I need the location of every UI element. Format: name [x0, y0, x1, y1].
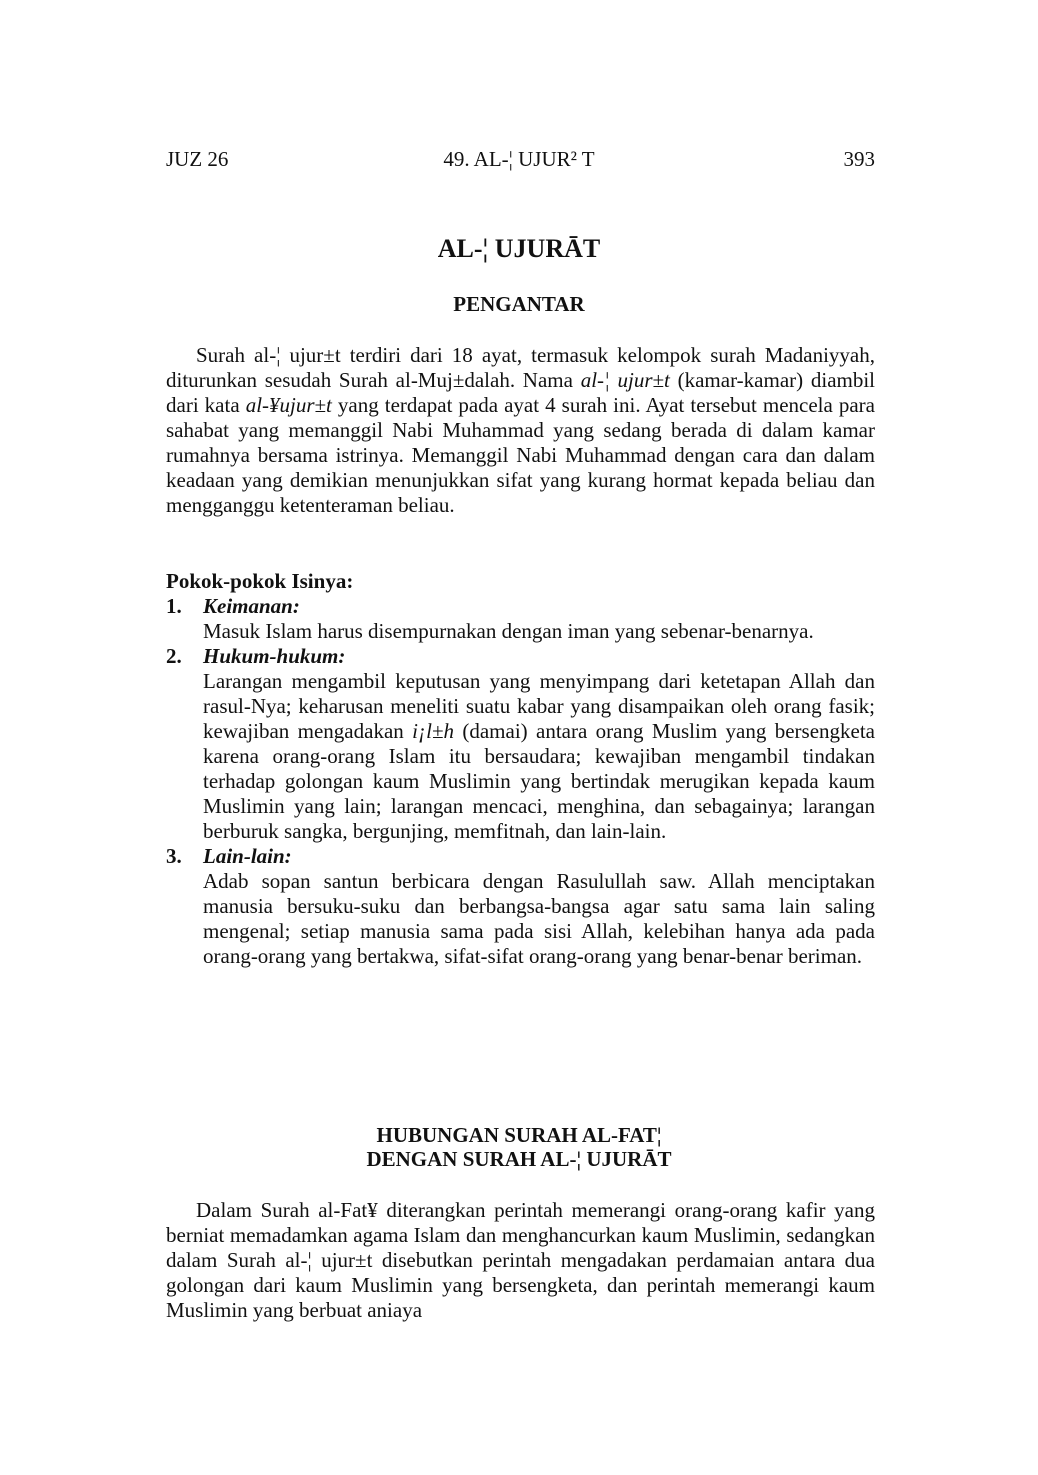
surah-title: AL-¦ UJURĀT	[437, 234, 601, 263]
section-title-hubungan	[0, 1123, 1038, 1171]
intro-term-1: al-¦ ujur±t	[580, 368, 670, 392]
list-number: 2.	[166, 644, 182, 668]
list-item-body: Adab sopan santun berbicara dengan Rasulullah saw. Allah menciptakan manusia bersuku-suku dan berbangsa-bangsa agar satu sama lain saling mengenal; setiap manusia sama pada sisi Allah, kelebihan hanya ada pada orang-orang yang bertakwa, sifat-sifat orang-orang yang benar-benar beriman.	[203, 869, 875, 968]
list-body-term: i¡l±h	[412, 719, 455, 743]
intro-paragraph	[166, 343, 875, 518]
list-item-body	[203, 669, 875, 844]
list-item	[166, 844, 875, 969]
list-item-title: Hukum-hukum:	[203, 644, 346, 668]
running-header-surah: 49. AL-¦ UJUR² T	[443, 147, 595, 171]
list-item-title: Lain-lain:	[203, 844, 292, 868]
section-title-pengantar: PENGANTAR	[453, 292, 585, 316]
list-body-text-b: (damai) antara orang Muslim yang bersengketa karena orang-orang Islam itu bersaudara; kewajiban mengambil tindakan terhadap golongan kaum Muslimin yang bertindak merugikan kepada kaum Muslimin yang lain; larangan mencaci, menghina, dan sebagainya; larangan berburuk sangka, bergunjing, memfitnah, dan lain-lain.	[203, 719, 876, 843]
list-item	[166, 594, 875, 644]
intro-text-1: Surah al-¦ ujur±t terdiri dari 18 ayat, termasuk kelompok surah Madaniyyah, diturunkan sesudah Surah al-Muj±dalah. Nama	[166, 343, 875, 392]
list-item-body: Masuk Islam harus disempurnakan dengan iman yang sebenar-benarnya.	[203, 619, 814, 643]
intro-text-2: (kamar-kamar) diambil dari kata	[166, 368, 876, 417]
list-number: 3.	[166, 844, 182, 868]
intro-term-2: al-¥ujur±t	[245, 393, 332, 417]
pokok-heading: Pokok-pokok Isinya:	[166, 569, 354, 593]
hubungan-heading-line-1: HUBUNGAN SURAH AL-FAT¦	[376, 1123, 662, 1147]
page-number: 393	[843, 147, 875, 171]
hubungan-paragraph: Dalam Surah al-Fat¥ diterangkan perintah memerangi orang-orang kafir yang berniat memadamkan agama Islam dan menghancurkan kaum Muslimin, sedangkan dalam Surah al-¦ ujur±t disebutkan perintah mengadakan perdamaian antara dua golongan dari kaum Muslimin yang bersengketa, dan perintah memerangi kaum Muslimin yang berbuat aniaya	[166, 1198, 875, 1322]
running-header-juz: JUZ 26	[166, 147, 229, 171]
list-item-title: Keimanan:	[203, 594, 300, 618]
intro-text-3: yang terdapat pada ayat 4 surah ini. Ayat tersebut mencela para sahabat yang memanggil Nabi Muhammad yang sedang berada di dalam kamar rumahnya bersama istrinya. Memanggil Nabi Muhammad dengan cara dan dalam keadaan yang demikian menunjukkan sifat yang kurang hormat kepada beliau dan mengganggu ketenteraman beliau.	[166, 393, 875, 517]
list-item	[166, 644, 875, 844]
list-body-text-a: Larangan mengambil keputusan yang menyimpang dari ketetapan Allah dan rasul-Nya; keharusan meneliti suatu kabar yang disampaikan oleh orang fasik; kewajiban mengadakan	[203, 669, 875, 743]
pokok-list	[166, 594, 875, 969]
hubungan-heading-line-2: DENGAN SURAH AL-¦ UJURĀT	[366, 1147, 672, 1171]
list-number: 1.	[166, 594, 182, 618]
